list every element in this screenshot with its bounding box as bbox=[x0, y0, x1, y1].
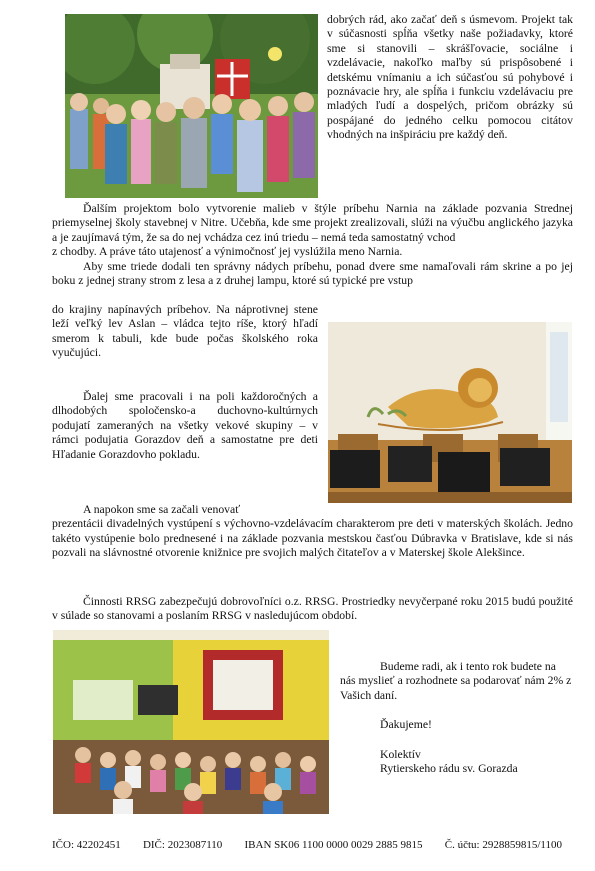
signature-line-1: Kolektív bbox=[380, 747, 421, 761]
intro-text: dobrých rád, ako začať deň s úsmevom. Projekt tak v súčasnosti spĺňa všetky naše požiadavky, ktoré sme si stanovili – skrášľovacie, sociálne i vzdelávacie, nakoľko maľby sú prispôsobené i detskému vnímaniu a ich súčasťou sú pohybové i poznávacie hry, ale spĺňa i funkciu vzdelávaciu pre mladých ľudí a dospelých, pričom obrázky sú pospájané do jedného celku pomocou citátov vhodných na inšpiráciu pre každý deň. bbox=[327, 13, 573, 142]
appeal-text: Budeme radi, ak i tento rok budete na nás myslieť a rozhodnete sa podarovať nám 2% z Vašich daní. bbox=[340, 660, 572, 702]
outdoor-children-performance-photo bbox=[65, 14, 318, 198]
narnia-continuation bbox=[52, 303, 318, 361]
thanks-text: Ďakujeme! bbox=[380, 718, 432, 732]
footer-ico: IČO: 42202451 bbox=[52, 839, 121, 851]
theatre-section bbox=[52, 503, 573, 561]
intro-paragraph bbox=[327, 13, 573, 143]
footer bbox=[52, 839, 562, 851]
appeal-block bbox=[340, 660, 572, 776]
narnia-paragraph-2: z chodby. A práve táto utajenosť a výnimočnosť jej vyslúžila meno Narnia. bbox=[52, 245, 403, 259]
volunteers-paragraph bbox=[52, 595, 573, 624]
kindergarten-theatre-photo bbox=[53, 630, 329, 814]
events-paragraph bbox=[52, 390, 318, 462]
footer-dic: DIČ: 2023087110 bbox=[142, 839, 223, 851]
classroom-lion-mural-photo bbox=[328, 322, 572, 503]
signature-line-2: Rytierskeho rádu sv. Gorazda bbox=[380, 762, 518, 776]
footer-account: Č. účtu: 2928859815/1100 bbox=[444, 839, 562, 851]
narnia-paragraph-1: Ďalším projektom bolo vytvorenie malieb v štýle príbehu Narnia na základe pozvania Strednej priemyselnej školy stavebnej v Nitre. Učebňa, kde sme projekt zrealizovali, slúži na výučbu anglického jazyka a je zaujímavá tým, že sa do nej vchádza cez inú triedu – nemá teda samostatný vchod bbox=[52, 202, 573, 244]
narnia-paragraph-3: Aby sme triede dodali ten správny nádych príbehu, ponad dvere sme namaľovali rám skrine a po jej boku z jednej strany strom z lesa a z druhej lampu, ktoré sú typické pre vstup bbox=[52, 259, 573, 288]
events-text: Ďalej sme pracovali i na poli každoročných a dlhodobých spoločensko-a duchovno-kultúrnych podujatí zameraných na všetky vekové skupiny – v rámci podujatia Gorazdov deň a samostatne pre deti Hľadanie Gorazdovho pokladu. bbox=[52, 390, 318, 461]
narnia-section bbox=[52, 202, 573, 288]
narnia-paragraph-4: do krajiny napínavých príbehov. Na náprotivnej stene leží veľký lev Aslan – vládca tejto ríše, ktorý hľadí smerom k tabuli, kde bude počas školského roka vyučujúci. bbox=[52, 303, 318, 360]
theatre-intro: A napokon sme sa začali venovať bbox=[83, 503, 241, 516]
volunteers-text: Činnosti RRSG zabezpečujú dobrovoľníci o.z. RRSG. Prostriedky nevyčerpané roku 2015 budú použité v súlade so stanovami a poslaním RRSG v nasledujúcom období. bbox=[52, 595, 573, 623]
footer-iban: IBAN SK06 1100 0000 0029 2885 9815 bbox=[244, 839, 423, 851]
theatre-text: prezentácii divadelných vystúpení s výchovno-vzdelávacím charakterom pre deti v materských školách. Jedno takéto vystúpenie bolo prednesené i na základe pozvania mestskou časťou Dúbravka v Bratislave, kde si nás pozvali na slávnostné otvorenie knižnice pre svojich malých čitateľov a v Materskej škole Alekšince. bbox=[52, 517, 573, 560]
